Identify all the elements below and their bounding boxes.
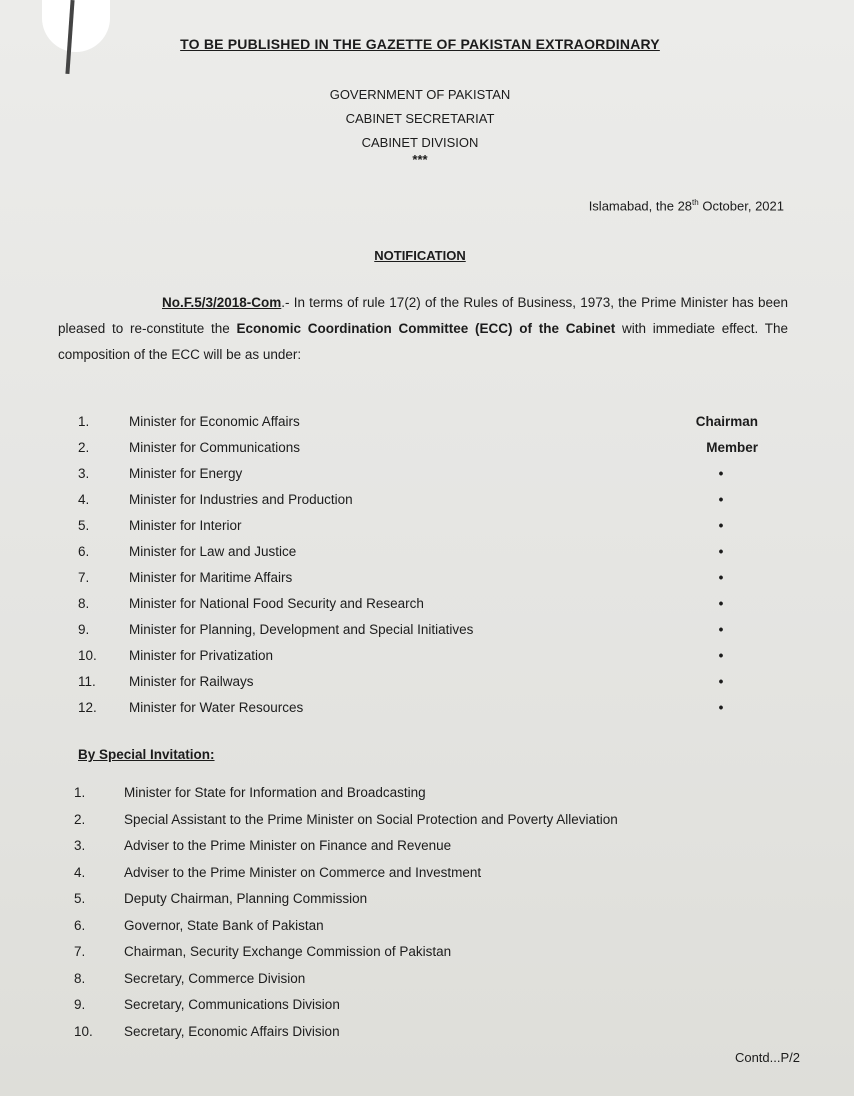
member-name: Minister for Privatization [129, 648, 274, 663]
member-number: 3. [78, 466, 90, 481]
invitee-name: Secretary, Communications Division [124, 997, 340, 1012]
special-invitation-title: By Special Invitation: [78, 747, 215, 762]
member-name: Minister for Maritime Affairs [129, 570, 293, 585]
invitee-number: 7. [74, 944, 86, 959]
reference-number: No.F.5/3/2018-Com [162, 295, 282, 310]
member-role-ditto: • [718, 570, 724, 585]
member-number: 11. [78, 674, 96, 689]
invitee-name: Chairman, Security Exchange Commission of Pakistan [124, 944, 452, 959]
member-row [0, 440, 854, 466]
invitee-row [0, 785, 854, 811]
member-role-ditto: • [718, 700, 724, 715]
header-stars: *** [412, 152, 428, 167]
invitee-row [0, 944, 854, 970]
member-number: 12. [78, 700, 97, 715]
member-number: 7. [78, 570, 90, 585]
invitee-name: Special Assistant to the Prime Minister on Social Protection and Poverty Alleviation [124, 811, 618, 827]
member-role-ditto: • [718, 466, 724, 481]
member-number: 1. [78, 414, 90, 429]
member-role: Member [706, 440, 758, 455]
member-name: Minister for Planning, Development and Special Initiatives [129, 622, 474, 637]
invitee-name: Secretary, Commerce Division [124, 970, 306, 986]
invitee-row [0, 1024, 854, 1050]
committee-name: Economic Coordination Committee (ECC) of the Cabinet [236, 321, 616, 336]
invitee-row [0, 838, 854, 864]
invitee-number: 8. [74, 970, 86, 986]
member-name: Minister for Communications [129, 440, 301, 455]
member-name: Minister for National Food Security and Research [129, 596, 424, 611]
invitee-row [0, 971, 854, 997]
member-role-ditto: • [718, 648, 724, 663]
invitee-name: Secretary, Economic Affairs Division [124, 1023, 340, 1039]
continued-marker: Contd...P/2 [734, 1050, 800, 1065]
member-name: Minister for Interior [129, 518, 242, 533]
invitee-name: Adviser to the Prime Minister on Commerce and Investment [124, 864, 482, 880]
member-role-ditto: • [718, 622, 724, 637]
invitee-number: 6. [74, 917, 86, 933]
invitee-number: 3. [74, 838, 86, 853]
invitee-number: 5. [74, 891, 86, 906]
notification-date: Islamabad, the 28th October, 2021 [588, 198, 784, 214]
invitee-number: 4. [74, 864, 86, 880]
member-row [0, 596, 854, 622]
member-number: 9. [78, 622, 90, 637]
member-number: 5. [78, 518, 90, 533]
member-row [0, 518, 854, 544]
member-number: 8. [78, 596, 90, 611]
member-role: Chairman [695, 414, 758, 429]
member-role-ditto: • [718, 596, 724, 611]
member-name: Minister for Industries and Production [129, 492, 353, 507]
member-row [0, 414, 854, 440]
member-row [0, 466, 854, 492]
invitee-number: 9. [74, 997, 86, 1012]
invitee-row [0, 812, 854, 838]
member-row [0, 544, 854, 570]
gazette-heading: TO BE PUBLISHED IN THE GAZETTE OF PAKISTAN EXTRAORDINARY [180, 36, 660, 52]
invitee-number: 1. [74, 785, 86, 800]
member-role-ditto: • [718, 674, 724, 689]
invitee-number: 10. [74, 1023, 93, 1039]
member-name: Minister for Law and Justice [129, 544, 297, 559]
member-number: 10. [78, 648, 97, 663]
invitee-number: 2. [74, 811, 86, 827]
invitee-name: Adviser to the Prime Minister on Finance and Revenue [124, 838, 452, 853]
member-role-ditto: • [718, 518, 724, 533]
member-name: Minister for Railways [129, 674, 254, 689]
notification-title: NOTIFICATION [374, 248, 466, 263]
invitee-name: Minister for State for Information and Broadcasting [124, 785, 426, 800]
member-number: 4. [78, 492, 90, 507]
member-row [0, 570, 854, 596]
invitee-row [0, 865, 854, 891]
invitee-name: Deputy Chairman, Planning Commission [124, 891, 368, 906]
invitee-row [0, 891, 854, 917]
member-row [0, 648, 854, 674]
invitee-row [0, 997, 854, 1023]
notification-paragraph: No.F.5/3/2018-Com.- In terms of rule 17(2) of the Rules of Business, 1973, the Prime Minister has been pleased to re-constitute the Economic Coordination Committee (ECC) of the Cabinet with immediate effect. The composition of the ECC will be as under: [58, 295, 788, 362]
invitee-name: Governor, State Bank of Pakistan [124, 917, 324, 933]
member-role-ditto: • [718, 492, 724, 507]
member-row [0, 622, 854, 648]
header-secretariat: CABINET SECRETARIAT [345, 111, 495, 126]
member-name: Minister for Water Resources [129, 700, 304, 715]
member-row [0, 700, 854, 726]
invitee-row [0, 918, 854, 944]
header-division: CABINET DIVISION [361, 135, 479, 150]
member-name: Minister for Energy [129, 466, 243, 481]
member-role-ditto: • [718, 544, 724, 559]
member-row [0, 674, 854, 700]
member-name: Minister for Economic Affairs [129, 414, 300, 429]
member-number: 2. [78, 440, 90, 455]
header-government: GOVERNMENT OF PAKISTAN [329, 87, 511, 102]
member-row [0, 492, 854, 518]
member-number: 6. [78, 544, 90, 559]
